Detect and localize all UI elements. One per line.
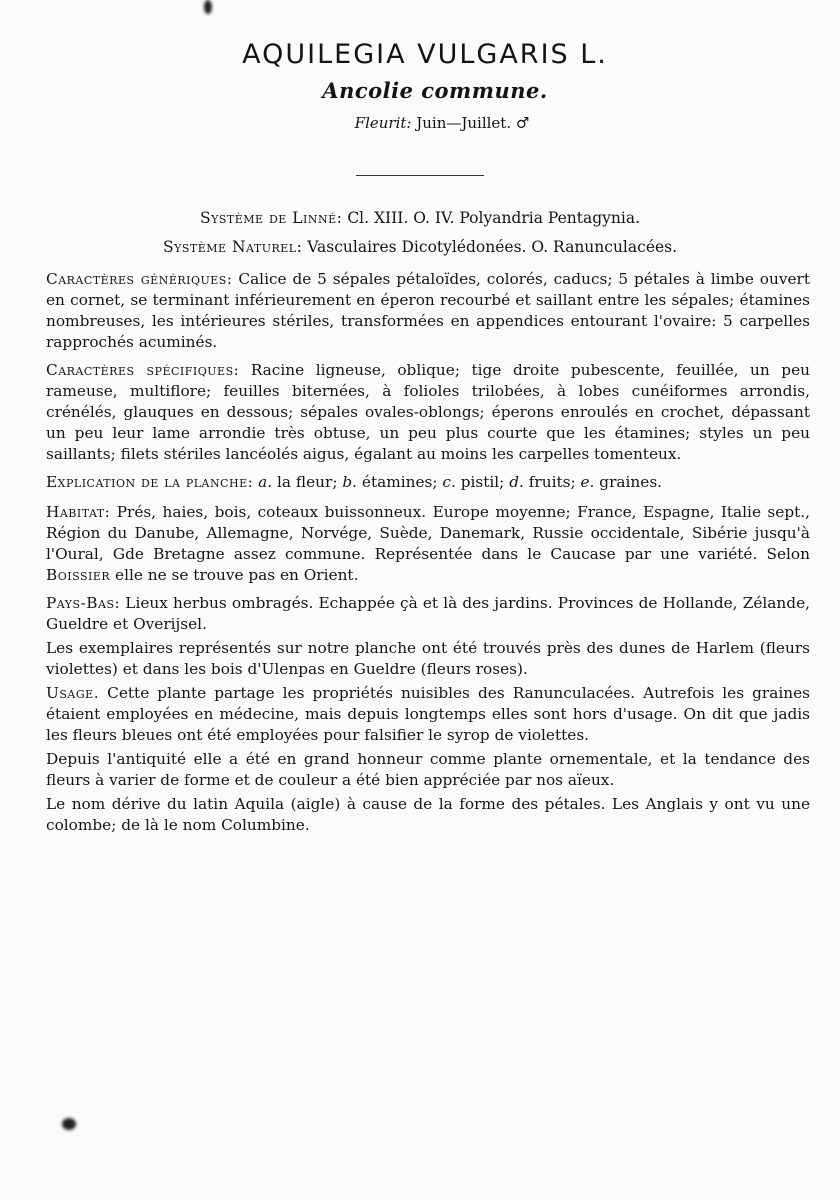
paragraph-text: Prés, haies, bois, coteaux buissonneux. Europe moyenne; France, Espagne, Italie sept., Région du Danube, Allemagne, Norvége, Suède, Danemark, Russie occidentale, Sibérie jusqu'à l'Oural, Gde Bretagne assez commune. Représentée dans le Caucase par une variété. Selon [46, 503, 810, 563]
system-linne-value: Cl. XIII. O. IV. Polyandria Pentagynia. [347, 209, 641, 227]
paragraph-label: Habitat: [46, 503, 111, 521]
paragraph-text: elle ne se trouve pas en Orient. [115, 566, 359, 584]
paragraph-text: Lieux herbus ombragés. Echappée çà et là des jardins. Provinces de Hollande, Zélande, Gueldre et Overijsel. [46, 594, 810, 633]
paragraph-text: Les exemplaires représentés sur notre planche ont été trouvés près des dunes de Harlem (fleurs violettes) et dans les bois d'Ulenpas en Gueldre (fleurs roses). [46, 639, 810, 678]
plate-item-letter: d. [509, 473, 524, 491]
description-body [46, 269, 810, 843]
paragraph-netherlands [46, 593, 810, 635]
page-title: AQUILEGIA VULGARIS L. [242, 39, 608, 70]
paragraph-text: Racine ligneuse, oblique; tige droite pubescente, feuillée, un peu rameuse, multiflore; feuilles biternées, à folioles trilobées, à lobes cunéiformes arrondis, crénélés, glauques en dessous; sépales ovales-oblongs; éperons enroulés en crochet, dépassant un peu leur lame arrondie très obtuse, un peu plus courte que les étamines; styles un peu saillants; filets stériles lancéolés aigus, égalant au moins les carpelles tomenteux. [46, 361, 810, 463]
system-linne-label: Système de Linné: [199, 209, 343, 227]
paragraph-plate-explanation [46, 472, 810, 493]
plate-item-text: graines. [599, 473, 663, 491]
paragraph-antiquity [46, 749, 810, 791]
flowering-value: Juin—Juillet. ♂ [416, 114, 530, 132]
paragraph-habitat [46, 502, 810, 586]
paragraph-label: Pays-Bas: [46, 594, 121, 612]
plate-item-text: la fleur; [277, 473, 338, 491]
paragraph-name-origin [46, 794, 810, 836]
system-naturel-value: Vasculaires Dicotylédonées. O. Ranunculacées. [307, 238, 678, 256]
system-naturel-label: Système Naturel: [162, 238, 303, 256]
page-subtitle: Ancolie commune. [322, 78, 548, 103]
plate-item-text: étamines; [361, 473, 438, 491]
paragraph-label: Usage. [46, 684, 100, 702]
paragraph-generic-characters [46, 269, 810, 353]
page-header [0, 38, 840, 134]
paragraph-specimens [46, 638, 810, 680]
plate-item-letter: c. [442, 473, 456, 491]
plate-item-text: fruits; [528, 473, 576, 491]
flowering-label: Fleurit: [354, 114, 412, 132]
flowering-period [44, 112, 840, 134]
plate-item-letter: a. [258, 473, 273, 491]
paragraph-label: Explication de la planche: [46, 473, 254, 491]
author-name: Boissier [46, 566, 111, 584]
paragraph-text: Le nom dérive du latin Aquila (aigle) à cause de la forme des pétales. Les Anglais y ont vu une colombe; de là le nom Columbine. [46, 795, 810, 834]
paragraph-usage [46, 683, 810, 746]
plate-item-text: pistil; [460, 473, 505, 491]
plate-item-letter: e. [580, 473, 595, 491]
paragraph-label: Caractères génériques: [46, 270, 233, 288]
paragraph-text: Depuis l'antiquité elle a été en grand honneur comme plante ornementale, et la tendance des fleurs à varier de forme et de couleur a été bien appréciée par nos aïeux. [46, 750, 810, 789]
print-speck [62, 1118, 76, 1130]
paragraph-text: Cette plante partage les propriétés nuisibles des Ranunculacées. Autrefois les graines étaient employées en médecine, mais depuis longtemps elles sont hors d'usage. On dit que jadis les fleurs bleues ont été employées pour falsifier le syrop de violettes. [46, 684, 810, 744]
print-speck [204, 0, 212, 14]
plate-item-letter: b. [342, 473, 358, 491]
system-naturel [0, 236, 840, 258]
system-linne [0, 207, 840, 229]
paragraph-label: Caractères spécifiques: [46, 361, 240, 379]
paragraph-specific-characters [46, 360, 810, 465]
divider-rule [356, 175, 484, 176]
paragraph-text: Calice de 5 sépales pétaloïdes, colorés, caducs; 5 pétales à limbe ouvert en cornet, se terminant inférieurement en éperon recourbé et saillant entre les sépales; étamines nombreuses, les intérieures stériles, transformées en appendices entourant l'ovaire: 5 carpelles rapprochés acuminés. [46, 270, 810, 351]
